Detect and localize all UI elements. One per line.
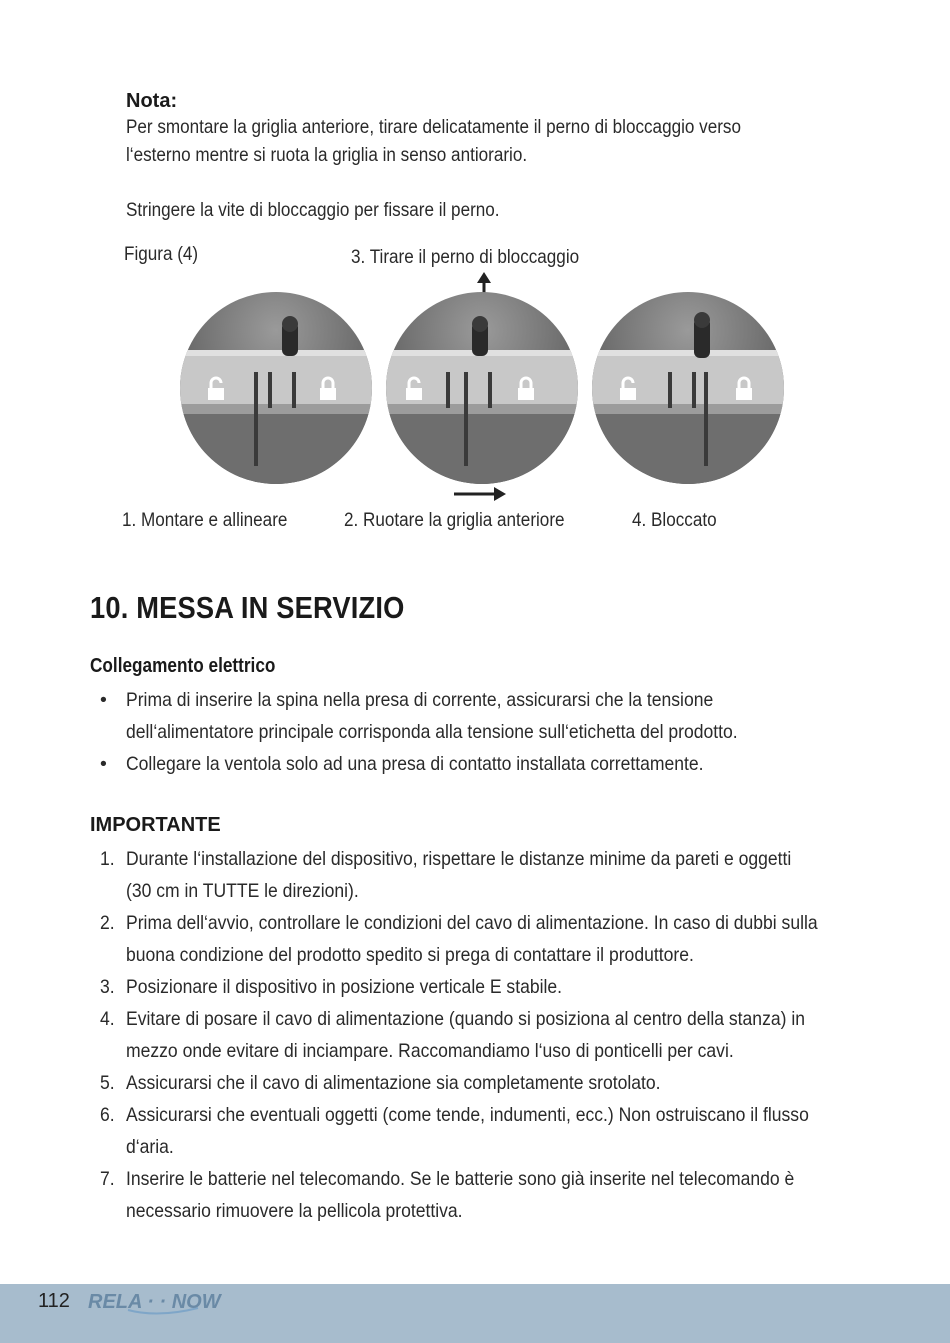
figure-step-2-caption: 2. Ruotare la griglia anteriore [344,510,565,531]
figure-image-rotate-grille [386,292,578,484]
figure-step-4-caption: 4. Bloccato [632,510,717,531]
list-item: 7. Inserire le batterie nel telecomando. Se le batterie sono già inserite nel telecomando è necessario rimuovere la pellicola protettiva. [100,1168,795,1222]
section-subtitle: Collegamento elettrico [90,655,276,677]
list-item: 2. Prima dell‘avvio, controllare le condizioni del cavo di alimentazione. In caso di dubbi sulla buona condizione del prodotto spedito si prega di contattare il produttore. [100,912,818,966]
note-line-1: Per smontare la griglia anteriore, tirare delicatamente il perno di bloccaggio verso [126,117,741,138]
note-block [126,88,846,225]
svg-text:RELA · · NOW: RELA · · NOW [88,1291,221,1313]
figure-step-1-caption: 1. Montare e allineare [122,510,288,531]
list-item: 4. Evitare di posare il cavo di alimentazione (quando si posiziona al centro della stanza) in mezzo onde evitare di inciampare. Raccomandiamo l‘uso di ponticelli per cavi. [100,1008,805,1062]
list-item: 1. Durante l‘installazione del dispositivo, rispettare le distanze minime da pareti e oggetti (30 cm in TUTTE le direzioni). [100,848,792,902]
bullet-list [100,684,920,780]
list-item: • Prima di inserire la spina nella presa di corrente, assicurarsi che la tensione dell‘alimentatore principale corrisponda alla tensione sull‘etichetta del prodotto. [100,684,920,748]
figure-step-3-caption: 3. Tirare il perno di bloccaggio [351,247,580,268]
figure-image-mount-align [180,292,372,484]
brand-logo [88,1288,228,1316]
bullet-icon: • [100,753,107,775]
figure-image-locked [592,292,784,484]
bullet-icon: • [100,689,107,711]
note-line-2: l‘esterno mentre si ruota la griglia in senso antiorario. [126,145,528,166]
important-list [100,843,920,1227]
list-item: • Collegare la ventola solo ad una presa di contatto installata correttamente. [100,748,920,780]
page-number: 112 [38,1290,70,1312]
arrow-right-icon [454,486,506,502]
list-item: 5. Assicurarsi che il cavo di alimentazione sia completamente srotolato. [100,1072,661,1094]
section-title: 10. MESSA IN SERVIZIO [90,590,405,625]
note-line-3: Stringere la vite di bloccaggio per fissare il perno. [126,200,500,221]
important-title: IMPORTANTE [90,814,221,836]
figure-label: Figura (4) [124,244,199,265]
list-item: 6. Assicurarsi che eventuali oggetti (come tende, indumenti, ecc.) Non ostruiscano il flusso d‘aria. [100,1104,809,1158]
note-title: Nota: [126,90,178,112]
list-item: 3. Posizionare il dispositivo in posizione verticale E stabile. [100,976,563,998]
